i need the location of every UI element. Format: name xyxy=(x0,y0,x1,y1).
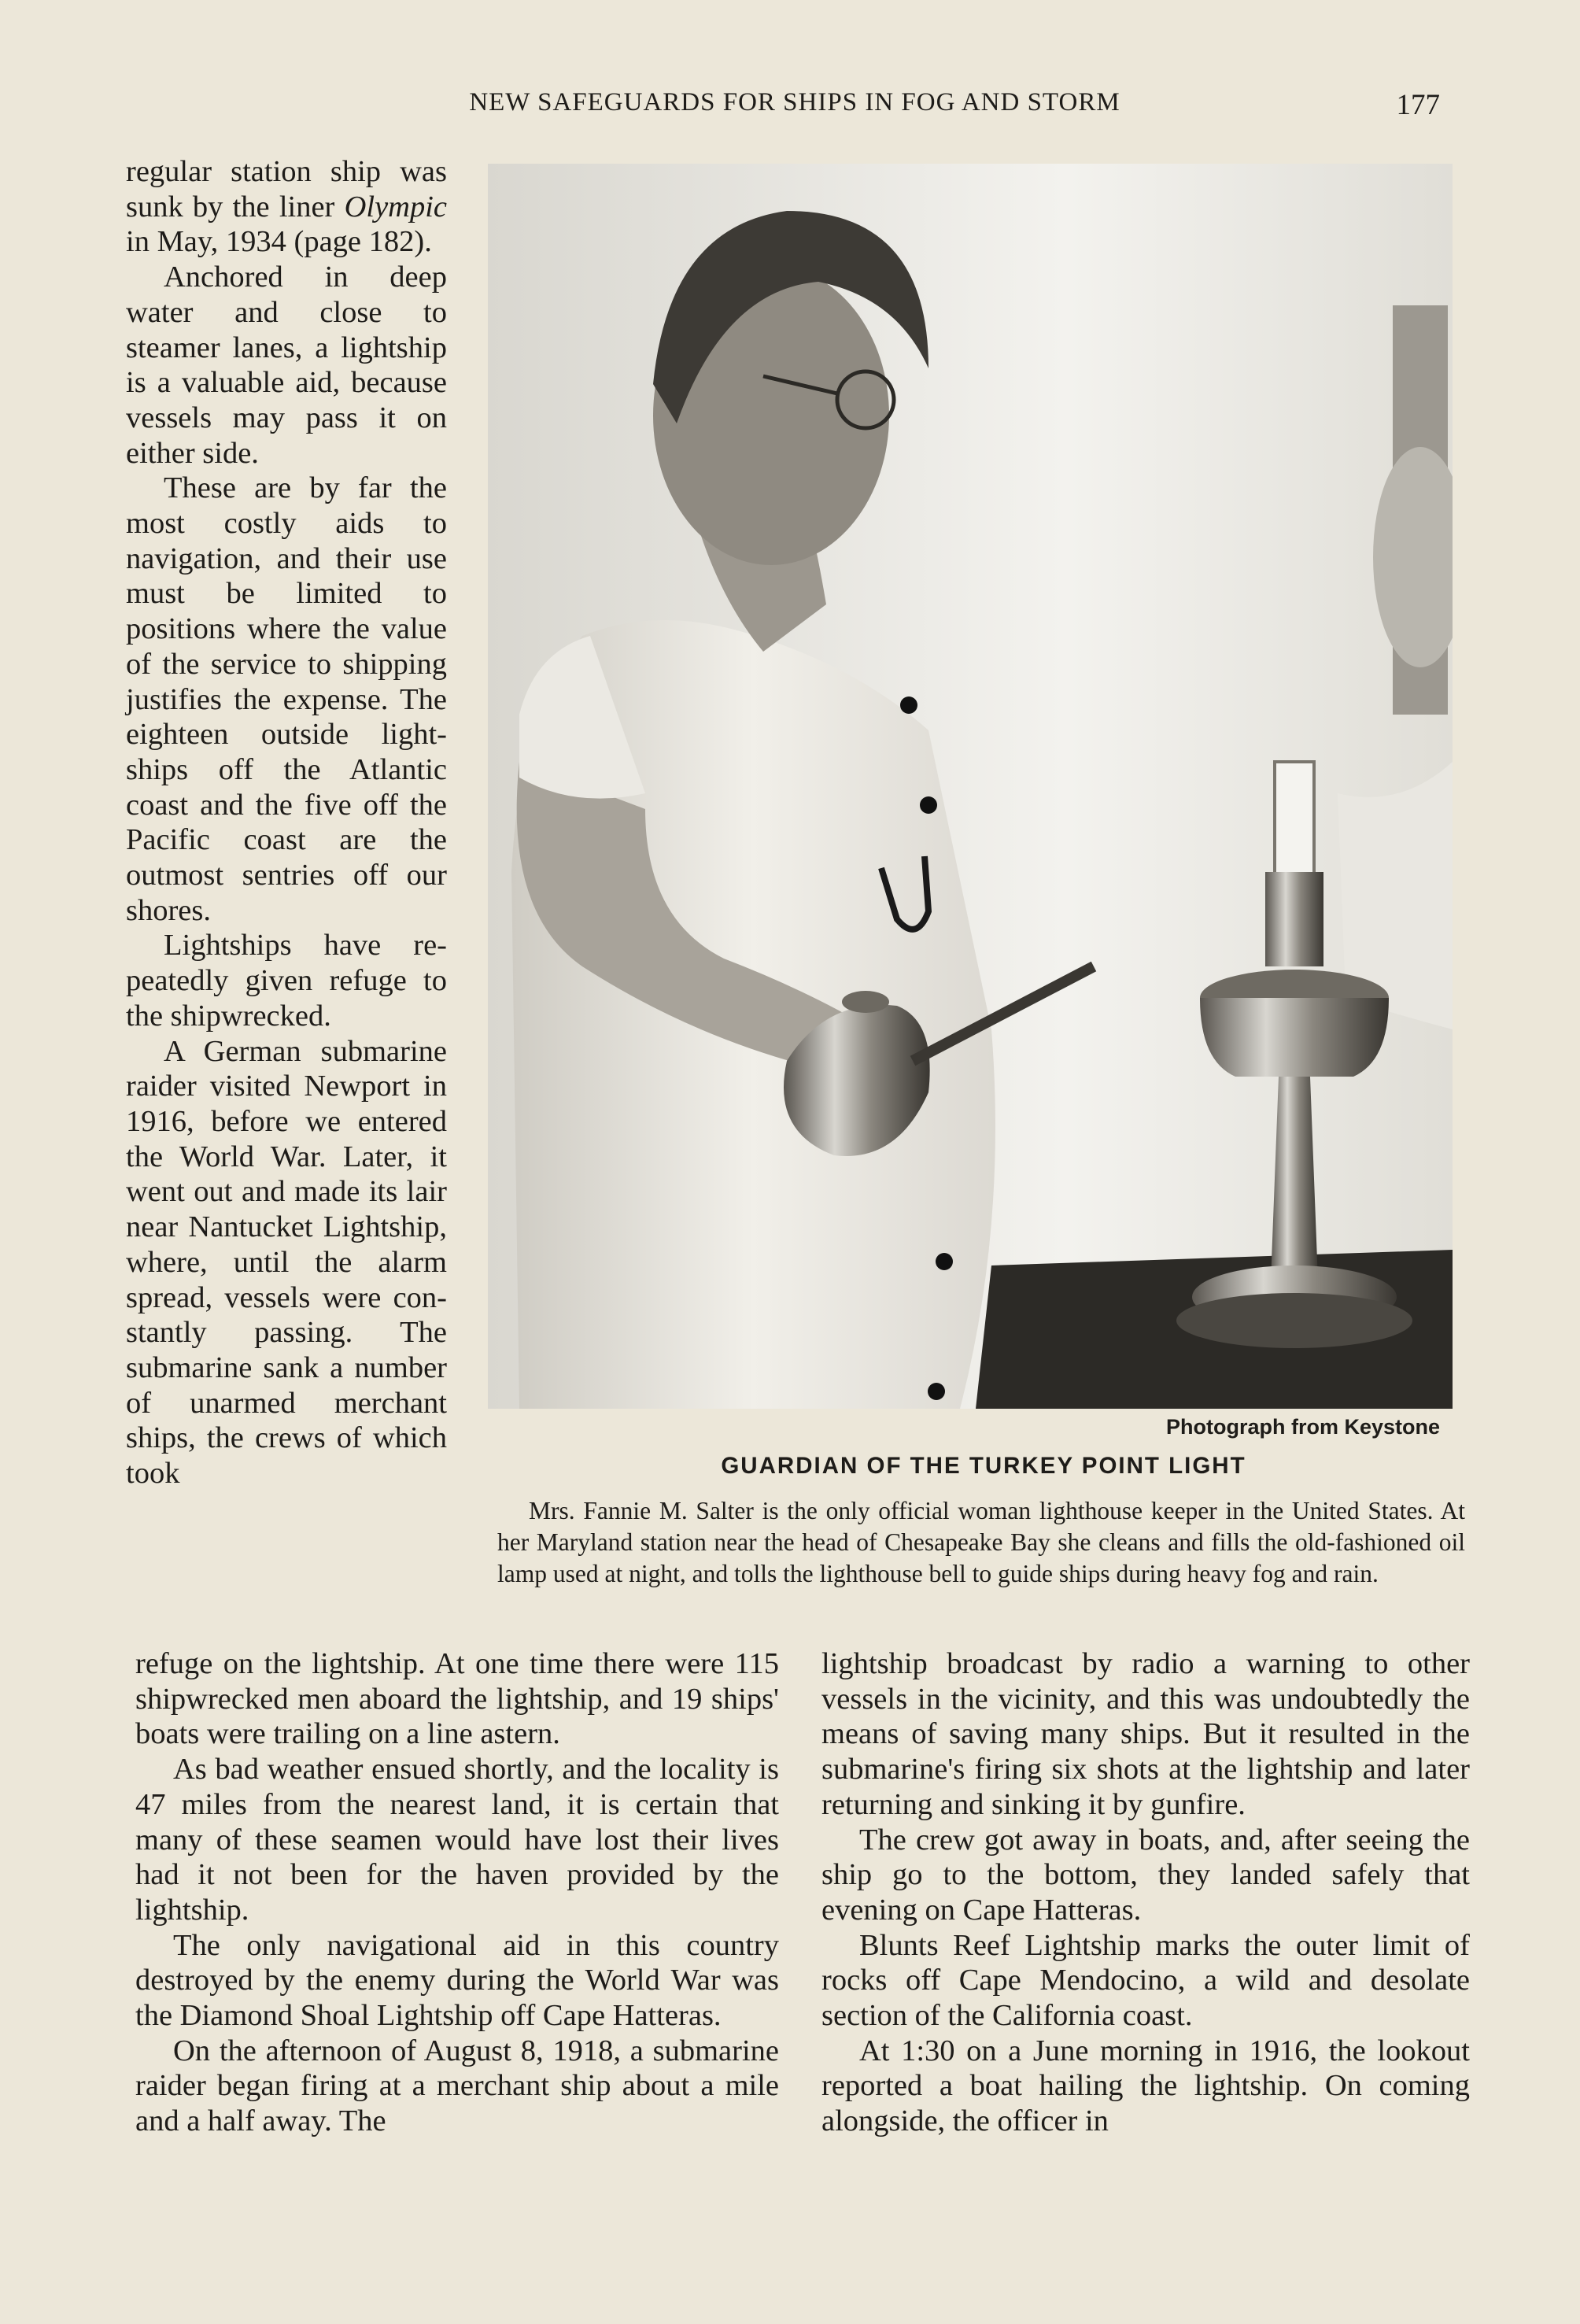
paragraph: As bad weather ensued shortly, and the locality is 47 miles from the nearest land, it is certain that many of these seamen would have lost their lives had it not been for the haven provided by the lightship. xyxy=(135,1753,779,1927)
caption-text: Mrs. Fannie M. Salter is the only official woman lighthouse keeper in the United States. At her Maryland station near the head of Chesapeake Bay she cleans and fills the old-fashioned oil lamp used at night, and tolls the lighthouse bell to guide ships during heavy fog and rain. xyxy=(497,1497,1465,1587)
paragraph: At 1:30 on a June morning in 1916, the lookout reported a boat hailing the lightship. On coming alongside, the officer in xyxy=(821,2034,1470,2138)
running-title: NEW SAFEGUARDS FOR SHIPS IN FOG AND STORM xyxy=(469,88,1120,116)
lighthouse-keeper-photo xyxy=(488,164,1453,1409)
paragraph: refuge on the lightship. At one time there were 115 shipwrecked men aboard the lightship, and 19 ships' boats were trailing on a line astern. xyxy=(135,1647,779,1751)
paragraph: The only navigational aid in this country destroyed by the enemy during the World War was the Diamond Shoal Lightship off Cape Hatteras. xyxy=(135,1928,779,2033)
caption-title: GUARDIAN OF THE TURKEY POINT LIGHT xyxy=(721,1453,1246,1479)
paragraph-text: regular station ship was sunk by the liner xyxy=(126,155,447,224)
paragraph: Lightships have repeatedly given refuge to the shipwrecked. xyxy=(126,929,447,1033)
photo-illustration xyxy=(488,164,1453,1409)
paragraph: These are by far the most costly aids to navigation, and their use must be limited to positions where the value of the service to shipping justifies the expense. The eighteen outside lightships off the Atlantic coast and the five off the Pacific coast are the outmost sentries off our shores. xyxy=(126,471,447,927)
paragraph: On the afternoon of August 8, 1918, a submarine raider began firing at a merchant ship about a mile and a half away. The xyxy=(135,2034,779,2138)
paragraph: lightship broadcast by radio a warning to other vessels in the vicinity, and this was undoubtedly the means of saving many ships. But it resulted in the submarine's firing six shots at the lightship and later returning and sinking it by gunfire. xyxy=(821,1647,1470,1821)
paragraph xyxy=(126,154,447,260)
paragraph: The crew got away in boats, and, after seeing the ship go to the bottom, they landed safely that evening on Cape Hatteras. xyxy=(821,1823,1470,1927)
paragraph: A German submarine raider visited Newport in 1916, before we entered the World War. Later, it went out and made its lair near Nantucket Lightship, where, until the alarm spread, vessels were constantly passing. The submarine sank a number of unarmed merchant ships, the crews of which took xyxy=(126,1034,447,1491)
ship-name: Olympic xyxy=(344,190,447,224)
right-text-column xyxy=(821,1646,1470,2139)
narrow-text-column xyxy=(126,154,447,1491)
paragraph: Blunts Reef Lightship marks the outer limit of rocks off Cape Mendocino, a wild and desolate section of the California coast. xyxy=(821,1928,1470,2033)
page-number: 177 xyxy=(1396,89,1440,121)
left-text-column xyxy=(135,1646,779,2139)
photo-credit: Photograph from Keystone xyxy=(1165,1415,1440,1439)
paragraph-text: in May, 1934 (page 182). xyxy=(126,225,432,259)
paragraph: Anchored in deep water and close to steamer lanes, a lightship is a valuable aid, because vessels may pass it on either side. xyxy=(126,260,447,470)
